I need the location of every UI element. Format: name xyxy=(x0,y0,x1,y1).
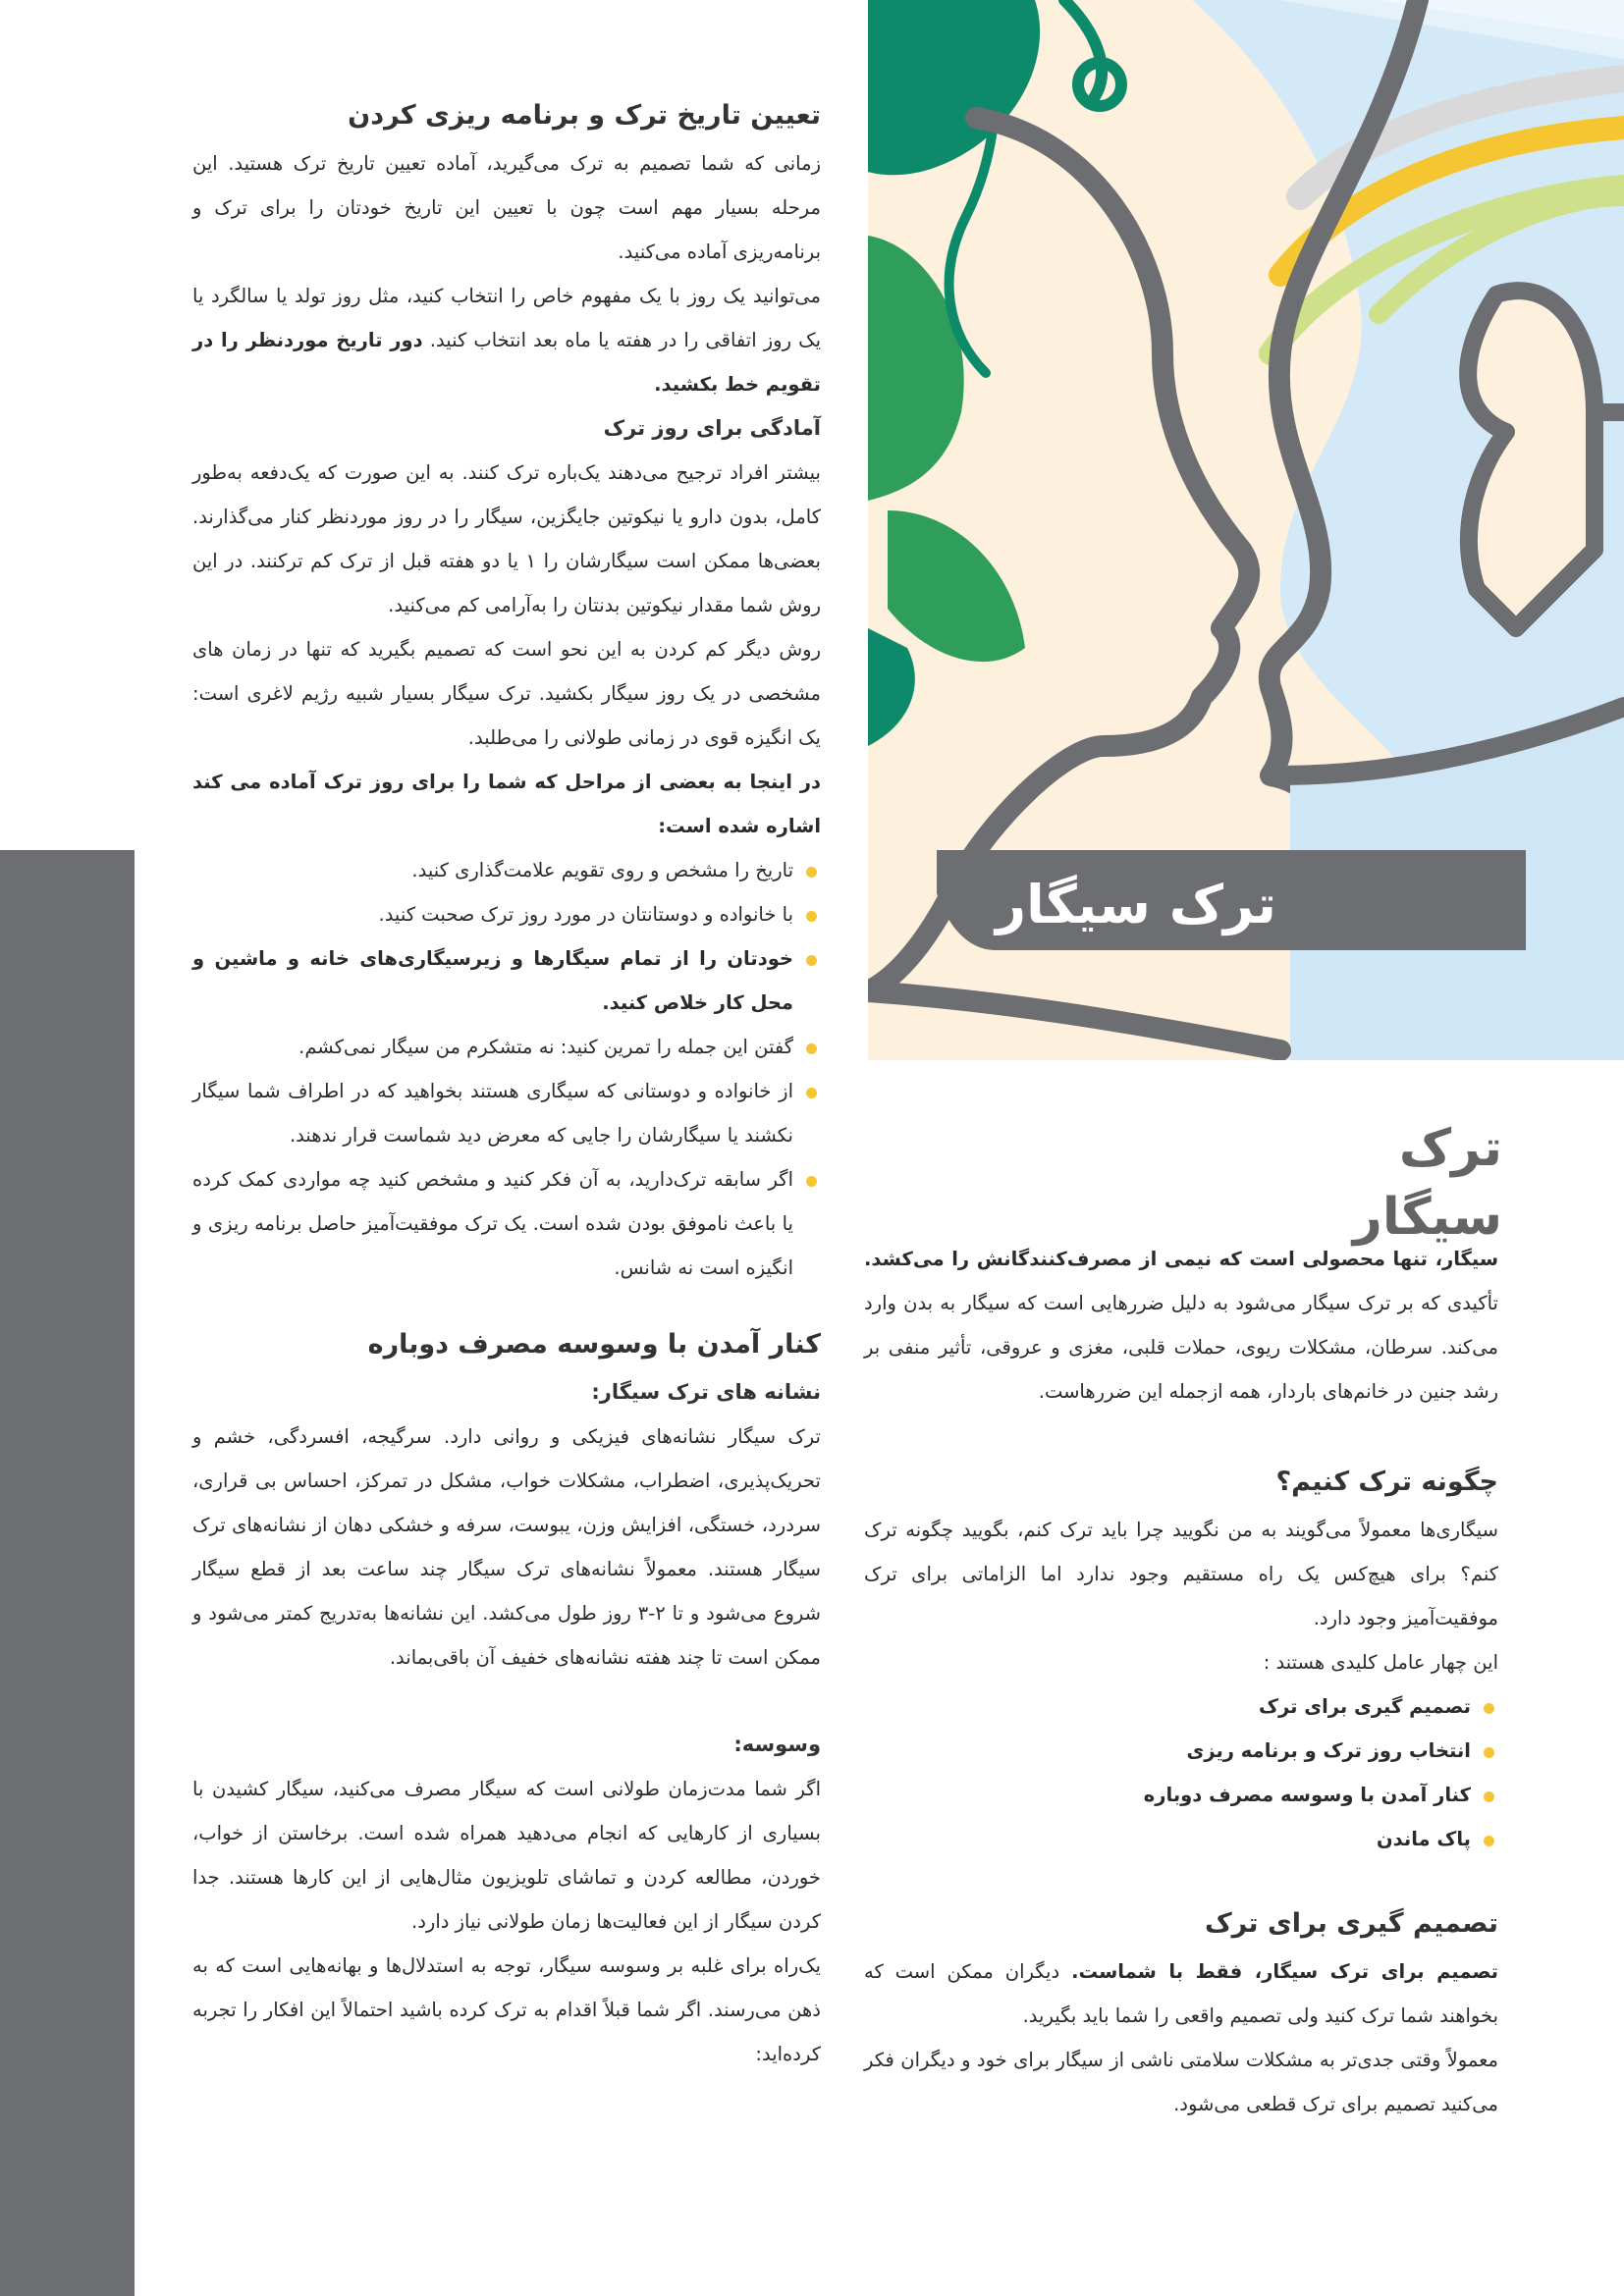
page-title: ترک سیگار xyxy=(1352,1119,1502,1247)
step-item: گفتن این جمله را تمرین کنید: نه متشکرم من سیگار نمی‌کشم. xyxy=(192,1025,821,1069)
step-item: خودتان را از تمام سیگارها و زیرسیگاری‌های خانه و ماشین و محل کار خلاص کنید. xyxy=(192,936,821,1025)
date-text-2: می‌توانید یک روز با یک مفهوم خاص را انتخاب کنید، مثل روز تولد یا سالگرد یا یک روز اتفاقی را در هفته یا ماه بعد انتخاب کنید. xyxy=(192,285,822,351)
factor-item: انتخاب روز ترک و برنامه ریزی xyxy=(864,1729,1498,1773)
intro-bold: سیگار، تنها محصولی است که نیمی از مصرف‌کنندگانش را می‌کشد. xyxy=(864,1248,1498,1270)
intro-text: تأکیدی که بر ترک سیگار می‌شود به دلیل ضررهایی است که سیگار به بدن وارد می‌کند. سرطان، مشکلات ریوی، حملات قلبی، مغزی و عروقی، تأثیر منفی بر رشد جنین در خانم‌های باردار، همه ازجمله این ضررهاست. xyxy=(864,1292,1498,1403)
hero-illustration xyxy=(868,0,1624,1060)
date-bold: دور تاریخ موردنظر را در تقویم خط بکشید. xyxy=(192,329,821,396)
decision-bold: تصمیم برای ترک سیگار، فقط با شماست. xyxy=(1071,1960,1498,1983)
prep-paragraph-2: روش دیگر کم کردن به این نحو است که تصمیم بگیرید که تنها در زمان های مشخصی در یک روز سیگار بکشید. ترک سیگار بسیار شبیه رژیم لاغری است: یک انگیزه قوی در زمانی طولانی را می‌طلبد. xyxy=(192,638,821,749)
date-paragraph-2 xyxy=(192,274,821,406)
steps-list xyxy=(192,848,821,1290)
signs-text: ترک سیگار نشانه‌های فیزیکی و روانی دارد. سرگیجه، افسردگی، خشم و تحریک‌پذیری، اضطراب، مشکلات خواب، مشکل در تمرکز، احساس بی قراری، سردرد، خستگی، افزایش وزن، یبوست، سرفه و خشکی دهان از نشانه‌های ترک سیگار هستند. معمولاً نشانه‌های ترک سیگار چند ساعت بعد از قطع سیگار شروع می‌شود و تا ۲-۳ روز طول می‌کشد. این نشانه‌ها به‌تدریج کمتر می‌شود و ممکن است تا چند هفته نشانه‌های خفیف آن باقی‌بماند. xyxy=(192,1425,821,1669)
steps-intro: در اینجا به بعضی از مراحل که شما را برای روز ترک آماده می کند اشاره شده است: xyxy=(192,771,821,837)
side-bar xyxy=(0,850,135,2296)
right-column xyxy=(864,1119,1498,2126)
decision-text-2: معمولاً وقتی جدی‌تر به مشکلات سلامتی ناشی از سیگار برای خود و دیگران فکر می‌کنید تصمیم برای ترک قطعی می‌شود. xyxy=(864,2049,1498,2115)
decision-paragraph xyxy=(864,1949,1498,2038)
step-item: با خانواده و دوستانتان در مورد روز ترک صحبت کنید. xyxy=(192,892,821,936)
step-item: از خانواده و دوستانی که سیگاری هستند بخواهید که در اطراف شما سیگار نکشند یا سیگارشان را جایی که معرض دید شماست قرار ندهند. xyxy=(192,1069,821,1157)
date-title: تعیین تاریخ ترک و برنامه ریزی کردن xyxy=(348,100,821,131)
step-item: تاریخ را مشخص و روی تقویم علامت‌گذاری کنید. xyxy=(192,848,821,892)
factor-item: کنار آمدن با وسوسه مصرف دوباره xyxy=(864,1773,1498,1817)
factor-item: تصمیم گیری برای ترک xyxy=(864,1684,1498,1729)
factors-intro: این چهار عامل کلیدی هستند : xyxy=(1263,1651,1498,1674)
urge-paragraph-1: اگر شما مدت‌زمان طولانی است که سیگار مصرف می‌کنید، سیگار کشیدن با بسیاری از کارهایی که انجام می‌دهید همراه شده است. برخاستن از خواب، خوردن، مطالعه کردن و تماشای تلویزیون مثال‌هایی از این کارها هستند. جدا کردن سیگار از این فعالیت‌ها زمان طولانی نیاز دارد. xyxy=(192,1778,821,1933)
hero-graphic xyxy=(868,0,1624,1060)
prep-title: آمادگی برای روز ترک xyxy=(603,416,821,440)
craving-title: کنار آمدن با وسوسه مصرف دوباره xyxy=(367,1329,821,1360)
left-column xyxy=(192,90,821,2076)
how-title: چگونه ترک کنیم؟ xyxy=(1275,1467,1498,1497)
factors-list xyxy=(864,1684,1498,1861)
how-text: سیگاری‌ها معمولاً می‌گویند به من نگویید چرا باید ترک کنم، بگویید چگونه ترک کنم؟ برای هیچ‌کس یک راه مستقیم وجود ندارد اما الزاماتی برای ترک موفقیت‌آمیز وجود دارد. xyxy=(864,1519,1498,1629)
step-item: اگر سابقه ترک‌دارید، به آن فکر کنید و مشخص کنید چه مواردی کمک کرده یا باعث ناموفق بودن شده است. یک ترک موفقیت‌آمیز حاصل برنامه ریزی و انگیزه است نه شانس. xyxy=(192,1157,821,1290)
prep-paragraph-1: بیشتر افراد ترجیح می‌دهند یک‌باره ترک کنند. به این صورت که یک‌دفعه به‌طور کامل، بدون دارو یا نیکوتین جایگزین، سیگار را در روز موردنظر کنار می‌گذارند. بعضی‌ها ممکن است سیگارشان را ۱ یا دو هفته قبل از ترک کم ترکنند. در این روش شما مقدار نیکوتین بدنتان را به‌آرامی کم می‌کنید. xyxy=(192,461,821,616)
decision-title: تصمیم گیری برای ترک xyxy=(1204,1908,1498,1939)
urge-paragraph-2: یک‌راه برای غلبه بر وسوسه سیگار، توجه به استدلال‌ها و بهانه‌هایی است که به ذهن می‌رسند. اگر شما قبلاً اقدام به ترک کرده باشید احتمالاً این افکار را تجربه کرده‌اید: xyxy=(192,1954,821,2065)
hero-banner-title: ترک سیگار xyxy=(996,874,1276,935)
signs-title: نشانه های ترک سیگار: xyxy=(591,1380,821,1404)
factor-item: پاک ماندن xyxy=(864,1817,1498,1861)
decision-text: دیگران ممکن است که بخواهند شما ترک کنید ولی تصمیم واقعی را شما باید بگیرید. xyxy=(864,1960,1498,2027)
date-paragraph-1: زمانی که شما تصمیم به ترک می‌گیرید، آماده تعیین تاریخ ترک هستید. این مرحله بسیار مهم است چون با تعیین این تاریخ خودتان را برای ترک و برنامه‌ریزی آماده می‌کنید. xyxy=(192,152,821,263)
intro-paragraph xyxy=(864,1237,1498,1414)
urge-title: وسوسه: xyxy=(733,1733,821,1756)
